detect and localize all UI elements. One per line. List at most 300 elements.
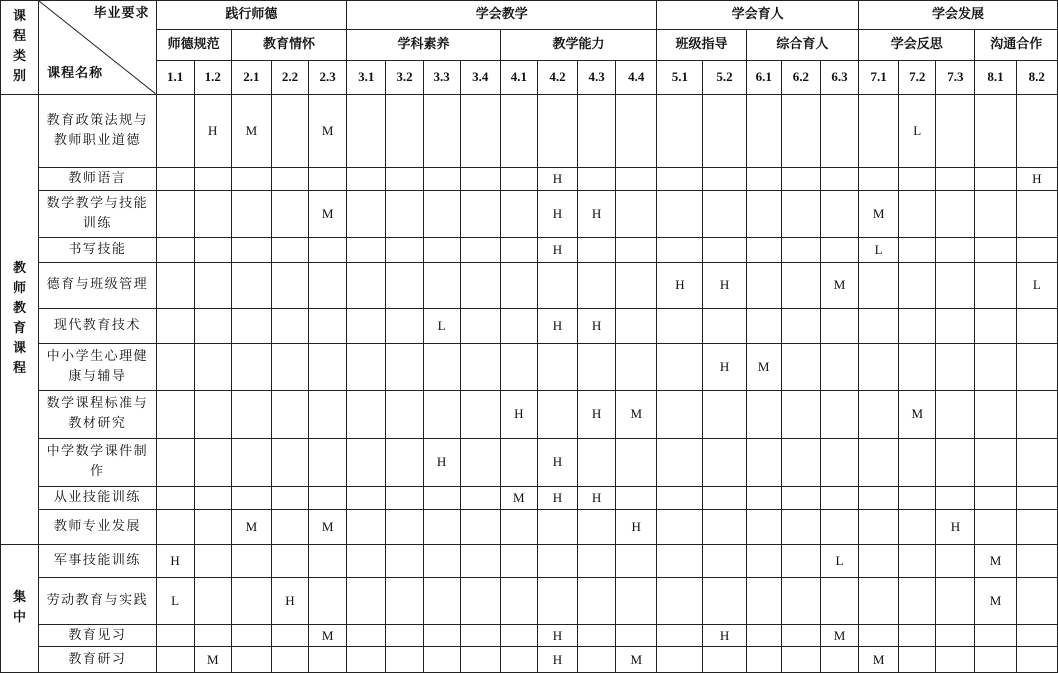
indicator-code: 4.4 <box>616 61 657 95</box>
support-mark: H <box>423 438 460 486</box>
support-mark <box>309 647 347 673</box>
support-mark: H <box>537 309 577 344</box>
support-mark <box>537 390 577 438</box>
support-mark <box>386 578 423 625</box>
requirement-group: 学会育人 <box>657 1 859 30</box>
support-mark <box>746 390 781 438</box>
support-mark <box>194 625 231 647</box>
support-mark <box>616 578 657 625</box>
indicator-code: 3.3 <box>423 61 460 95</box>
support-mark: H <box>578 390 616 438</box>
support-mark <box>899 578 936 625</box>
support-mark <box>156 509 194 544</box>
support-mark <box>156 262 194 309</box>
indicator-code: 6.1 <box>746 61 781 95</box>
support-mark: H <box>271 578 308 625</box>
support-mark <box>657 544 703 578</box>
requirement-group: 学会教学 <box>347 1 657 30</box>
support-mark <box>657 647 703 673</box>
support-mark <box>616 238 657 262</box>
support-mark: H <box>578 191 616 238</box>
support-mark <box>460 438 500 486</box>
support-mark <box>746 238 781 262</box>
support-mark: L <box>156 578 194 625</box>
course-row <box>1 167 1058 190</box>
support-mark <box>194 344 231 391</box>
support-mark <box>899 238 936 262</box>
support-mark: L <box>859 238 899 262</box>
support-mark <box>936 262 975 309</box>
support-mark: H <box>537 647 577 673</box>
support-mark <box>500 625 537 647</box>
support-mark <box>820 647 858 673</box>
support-mark <box>500 191 537 238</box>
support-mark: M <box>746 344 781 391</box>
support-mark <box>975 625 1016 647</box>
support-mark <box>657 486 703 509</box>
support-mark <box>781 309 820 344</box>
support-mark <box>386 167 423 190</box>
support-mark <box>578 625 616 647</box>
support-mark <box>231 390 271 438</box>
support-mark <box>859 578 899 625</box>
support-mark <box>500 94 537 167</box>
course-row <box>1 390 1058 438</box>
course-name: 教育研习 <box>39 647 156 673</box>
support-mark <box>386 94 423 167</box>
indicator-code: 6.3 <box>820 61 858 95</box>
support-mark <box>703 390 746 438</box>
support-mark <box>936 167 975 190</box>
indicator-code: 1.2 <box>194 61 231 95</box>
support-mark <box>859 390 899 438</box>
support-mark <box>1016 390 1057 438</box>
support-mark: M <box>231 509 271 544</box>
support-mark <box>1016 625 1057 647</box>
requirement-subgroup: 综合育人 <box>746 29 858 61</box>
support-mark <box>975 94 1016 167</box>
course-name: 劳动教育与实践 <box>39 578 156 625</box>
support-mark <box>156 647 194 673</box>
course-name: 教师语言 <box>39 167 156 190</box>
course-row <box>1 344 1058 391</box>
support-mark <box>347 438 386 486</box>
course-name: 现代教育技术 <box>39 309 156 344</box>
support-mark <box>347 309 386 344</box>
support-mark <box>386 544 423 578</box>
support-mark <box>578 167 616 190</box>
category-label: 集 中 <box>1 544 39 672</box>
support-mark <box>657 578 703 625</box>
support-mark <box>423 647 460 673</box>
support-mark <box>271 238 308 262</box>
support-mark <box>386 344 423 391</box>
support-mark <box>820 509 858 544</box>
support-mark <box>156 191 194 238</box>
support-mark <box>271 262 308 309</box>
support-mark <box>703 544 746 578</box>
support-mark <box>460 191 500 238</box>
support-mark: H <box>537 625 577 647</box>
support-mark <box>231 544 271 578</box>
support-mark <box>309 390 347 438</box>
support-mark <box>781 544 820 578</box>
support-mark <box>657 438 703 486</box>
support-mark <box>899 544 936 578</box>
diagonal-header-cell <box>39 1 156 95</box>
support-mark <box>657 167 703 190</box>
support-mark <box>859 94 899 167</box>
support-mark <box>703 647 746 673</box>
support-mark: H <box>616 509 657 544</box>
support-mark <box>1016 191 1057 238</box>
support-mark <box>423 486 460 509</box>
support-mark <box>703 238 746 262</box>
requirement-subgroup: 沟通合作 <box>975 29 1058 61</box>
support-mark <box>347 191 386 238</box>
support-mark <box>616 544 657 578</box>
support-mark <box>936 578 975 625</box>
support-mark <box>386 438 423 486</box>
support-mark <box>616 262 657 309</box>
support-mark <box>347 167 386 190</box>
support-mark: M <box>309 191 347 238</box>
support-mark <box>859 544 899 578</box>
course-name: 数学课程标准与教材研究 <box>39 390 156 438</box>
indicator-code: 3.4 <box>460 61 500 95</box>
support-mark <box>1016 238 1057 262</box>
course-name: 从业技能训练 <box>39 486 156 509</box>
support-mark <box>271 94 308 167</box>
indicator-code: 4.1 <box>500 61 537 95</box>
support-mark <box>899 438 936 486</box>
indicator-code: 1.1 <box>156 61 194 95</box>
support-mark <box>578 238 616 262</box>
support-mark <box>781 578 820 625</box>
support-mark <box>657 344 703 391</box>
support-mark: H <box>703 262 746 309</box>
support-mark <box>657 625 703 647</box>
support-mark <box>657 191 703 238</box>
support-mark <box>347 625 386 647</box>
support-mark <box>423 262 460 309</box>
course-name: 德育与班级管理 <box>39 262 156 309</box>
support-mark <box>899 167 936 190</box>
support-mark <box>386 390 423 438</box>
support-mark: M <box>975 544 1016 578</box>
course-row <box>1 578 1058 625</box>
support-mark: H <box>537 167 577 190</box>
support-mark <box>386 309 423 344</box>
support-mark: M <box>500 486 537 509</box>
course-name: 教育见习 <box>39 625 156 647</box>
course-row <box>1 438 1058 486</box>
support-mark: H <box>537 486 577 509</box>
requirement-group: 学会发展 <box>859 1 1058 30</box>
support-mark: M <box>820 625 858 647</box>
support-mark <box>537 344 577 391</box>
course-row <box>1 309 1058 344</box>
support-mark: H <box>156 544 194 578</box>
support-mark: L <box>1016 262 1057 309</box>
course-name: 中学数学课件制作 <box>39 438 156 486</box>
support-mark <box>347 509 386 544</box>
support-mark <box>423 94 460 167</box>
support-mark <box>936 486 975 509</box>
support-mark: M <box>231 94 271 167</box>
support-mark <box>578 94 616 167</box>
support-mark <box>975 167 1016 190</box>
support-mark <box>975 191 1016 238</box>
support-mark <box>975 390 1016 438</box>
support-mark <box>386 509 423 544</box>
indicator-code: 7.3 <box>936 61 975 95</box>
support-mark: H <box>1016 167 1057 190</box>
support-mark <box>537 94 577 167</box>
course-name: 军事技能训练 <box>39 544 156 578</box>
support-mark <box>899 486 936 509</box>
support-mark <box>703 191 746 238</box>
support-mark <box>578 647 616 673</box>
support-mark <box>820 486 858 509</box>
support-mark <box>386 486 423 509</box>
support-mark: M <box>859 191 899 238</box>
support-mark <box>936 544 975 578</box>
support-mark <box>460 625 500 647</box>
support-mark <box>231 438 271 486</box>
support-mark <box>820 344 858 391</box>
support-mark <box>781 509 820 544</box>
course-row <box>1 544 1058 578</box>
support-mark <box>309 344 347 391</box>
support-mark <box>347 578 386 625</box>
support-mark <box>460 390 500 438</box>
support-mark <box>386 238 423 262</box>
support-mark <box>820 191 858 238</box>
support-mark <box>156 238 194 262</box>
support-mark <box>820 578 858 625</box>
support-mark <box>231 262 271 309</box>
support-mark <box>859 509 899 544</box>
support-mark: M <box>194 647 231 673</box>
support-mark <box>657 309 703 344</box>
support-mark: H <box>657 262 703 309</box>
course-row <box>1 625 1058 647</box>
support-mark <box>936 647 975 673</box>
support-mark <box>460 344 500 391</box>
support-mark <box>703 578 746 625</box>
support-mark <box>460 509 500 544</box>
support-mark <box>936 438 975 486</box>
support-mark <box>616 191 657 238</box>
support-mark <box>460 578 500 625</box>
support-mark <box>309 238 347 262</box>
support-mark <box>156 309 194 344</box>
course-row <box>1 94 1058 167</box>
support-mark <box>781 647 820 673</box>
support-mark <box>271 509 308 544</box>
support-mark <box>271 167 308 190</box>
support-mark <box>657 390 703 438</box>
support-mark <box>347 544 386 578</box>
support-mark <box>156 486 194 509</box>
course-name: 中小学生心理健康与辅导 <box>39 344 156 391</box>
support-mark <box>746 647 781 673</box>
support-mark <box>347 486 386 509</box>
support-mark <box>746 262 781 309</box>
support-mark <box>1016 309 1057 344</box>
support-mark <box>231 344 271 391</box>
support-mark <box>347 262 386 309</box>
support-mark <box>899 262 936 309</box>
support-mark <box>936 344 975 391</box>
support-mark <box>460 238 500 262</box>
support-mark <box>859 438 899 486</box>
support-mark <box>271 544 308 578</box>
support-mark: H <box>500 390 537 438</box>
support-mark <box>1016 344 1057 391</box>
support-mark <box>781 625 820 647</box>
requirement-label: 毕业要求 <box>93 6 150 21</box>
support-mark <box>578 438 616 486</box>
indicator-code: 8.2 <box>1016 61 1057 95</box>
support-mark <box>1016 438 1057 486</box>
support-mark <box>1016 94 1057 167</box>
course-name-label: 课程名称 <box>47 66 104 82</box>
support-mark <box>386 191 423 238</box>
support-mark <box>423 390 460 438</box>
support-mark <box>500 262 537 309</box>
category-header: 课 程 类 别 <box>1 1 39 95</box>
support-mark <box>936 390 975 438</box>
support-mark <box>859 262 899 309</box>
support-mark <box>423 191 460 238</box>
support-mark <box>820 94 858 167</box>
indicator-code: 7.2 <box>899 61 936 95</box>
support-mark <box>616 625 657 647</box>
support-mark <box>156 344 194 391</box>
requirement-subgroup: 教学能力 <box>500 29 657 61</box>
support-mark <box>936 94 975 167</box>
support-mark <box>746 167 781 190</box>
course-row <box>1 238 1058 262</box>
support-mark <box>703 309 746 344</box>
support-mark <box>781 238 820 262</box>
support-mark <box>347 344 386 391</box>
course-name: 教师专业发展 <box>39 509 156 544</box>
support-mark <box>500 578 537 625</box>
support-mark <box>309 486 347 509</box>
support-mark <box>231 647 271 673</box>
support-mark <box>500 544 537 578</box>
support-mark <box>460 262 500 309</box>
indicator-code: 3.2 <box>386 61 423 95</box>
support-mark <box>899 309 936 344</box>
support-mark <box>899 344 936 391</box>
support-mark: M <box>616 647 657 673</box>
support-mark <box>975 309 1016 344</box>
support-mark <box>271 647 308 673</box>
indicator-code: 2.2 <box>271 61 308 95</box>
course-row <box>1 191 1058 238</box>
support-mark <box>500 509 537 544</box>
support-mark <box>309 438 347 486</box>
support-mark <box>657 509 703 544</box>
support-mark <box>386 262 423 309</box>
indicator-code: 8.1 <box>975 61 1016 95</box>
support-mark <box>386 647 423 673</box>
support-mark <box>194 191 231 238</box>
support-mark <box>156 94 194 167</box>
support-mark <box>156 625 194 647</box>
indicator-code: 2.1 <box>231 61 271 95</box>
support-mark <box>578 578 616 625</box>
support-mark <box>194 309 231 344</box>
support-mark: M <box>616 390 657 438</box>
support-mark: H <box>194 94 231 167</box>
support-mark <box>309 167 347 190</box>
support-mark: M <box>820 262 858 309</box>
support-mark <box>616 486 657 509</box>
indicator-code: 6.2 <box>781 61 820 95</box>
support-mark <box>781 262 820 309</box>
indicator-code: 4.3 <box>578 61 616 95</box>
support-mark <box>271 625 308 647</box>
support-mark <box>194 544 231 578</box>
support-mark <box>936 238 975 262</box>
support-mark <box>859 344 899 391</box>
indicator-code: 7.1 <box>859 61 899 95</box>
support-mark: M <box>309 509 347 544</box>
support-mark <box>537 578 577 625</box>
support-mark <box>1016 544 1057 578</box>
support-mark <box>347 647 386 673</box>
support-mark <box>537 509 577 544</box>
requirement-subgroup: 学科素养 <box>347 29 501 61</box>
support-mark <box>500 344 537 391</box>
support-mark: M <box>975 578 1016 625</box>
support-mark <box>309 262 347 309</box>
support-mark <box>936 625 975 647</box>
support-mark <box>423 509 460 544</box>
support-mark <box>271 390 308 438</box>
support-mark <box>899 509 936 544</box>
support-mark <box>975 486 1016 509</box>
support-mark <box>781 344 820 391</box>
support-mark <box>271 309 308 344</box>
support-mark <box>194 509 231 544</box>
support-mark <box>231 486 271 509</box>
support-mark <box>746 486 781 509</box>
support-mark <box>899 625 936 647</box>
support-mark <box>271 486 308 509</box>
support-mark <box>616 309 657 344</box>
support-mark: L <box>899 94 936 167</box>
support-mark <box>820 167 858 190</box>
support-mark <box>781 94 820 167</box>
support-mark <box>781 191 820 238</box>
support-mark <box>309 544 347 578</box>
support-mark <box>859 486 899 509</box>
support-mark <box>500 647 537 673</box>
support-mark <box>460 486 500 509</box>
support-mark <box>500 238 537 262</box>
support-mark <box>820 390 858 438</box>
support-mark <box>271 344 308 391</box>
indicator-code: 3.1 <box>347 61 386 95</box>
support-mark <box>1016 578 1057 625</box>
support-mark <box>460 94 500 167</box>
